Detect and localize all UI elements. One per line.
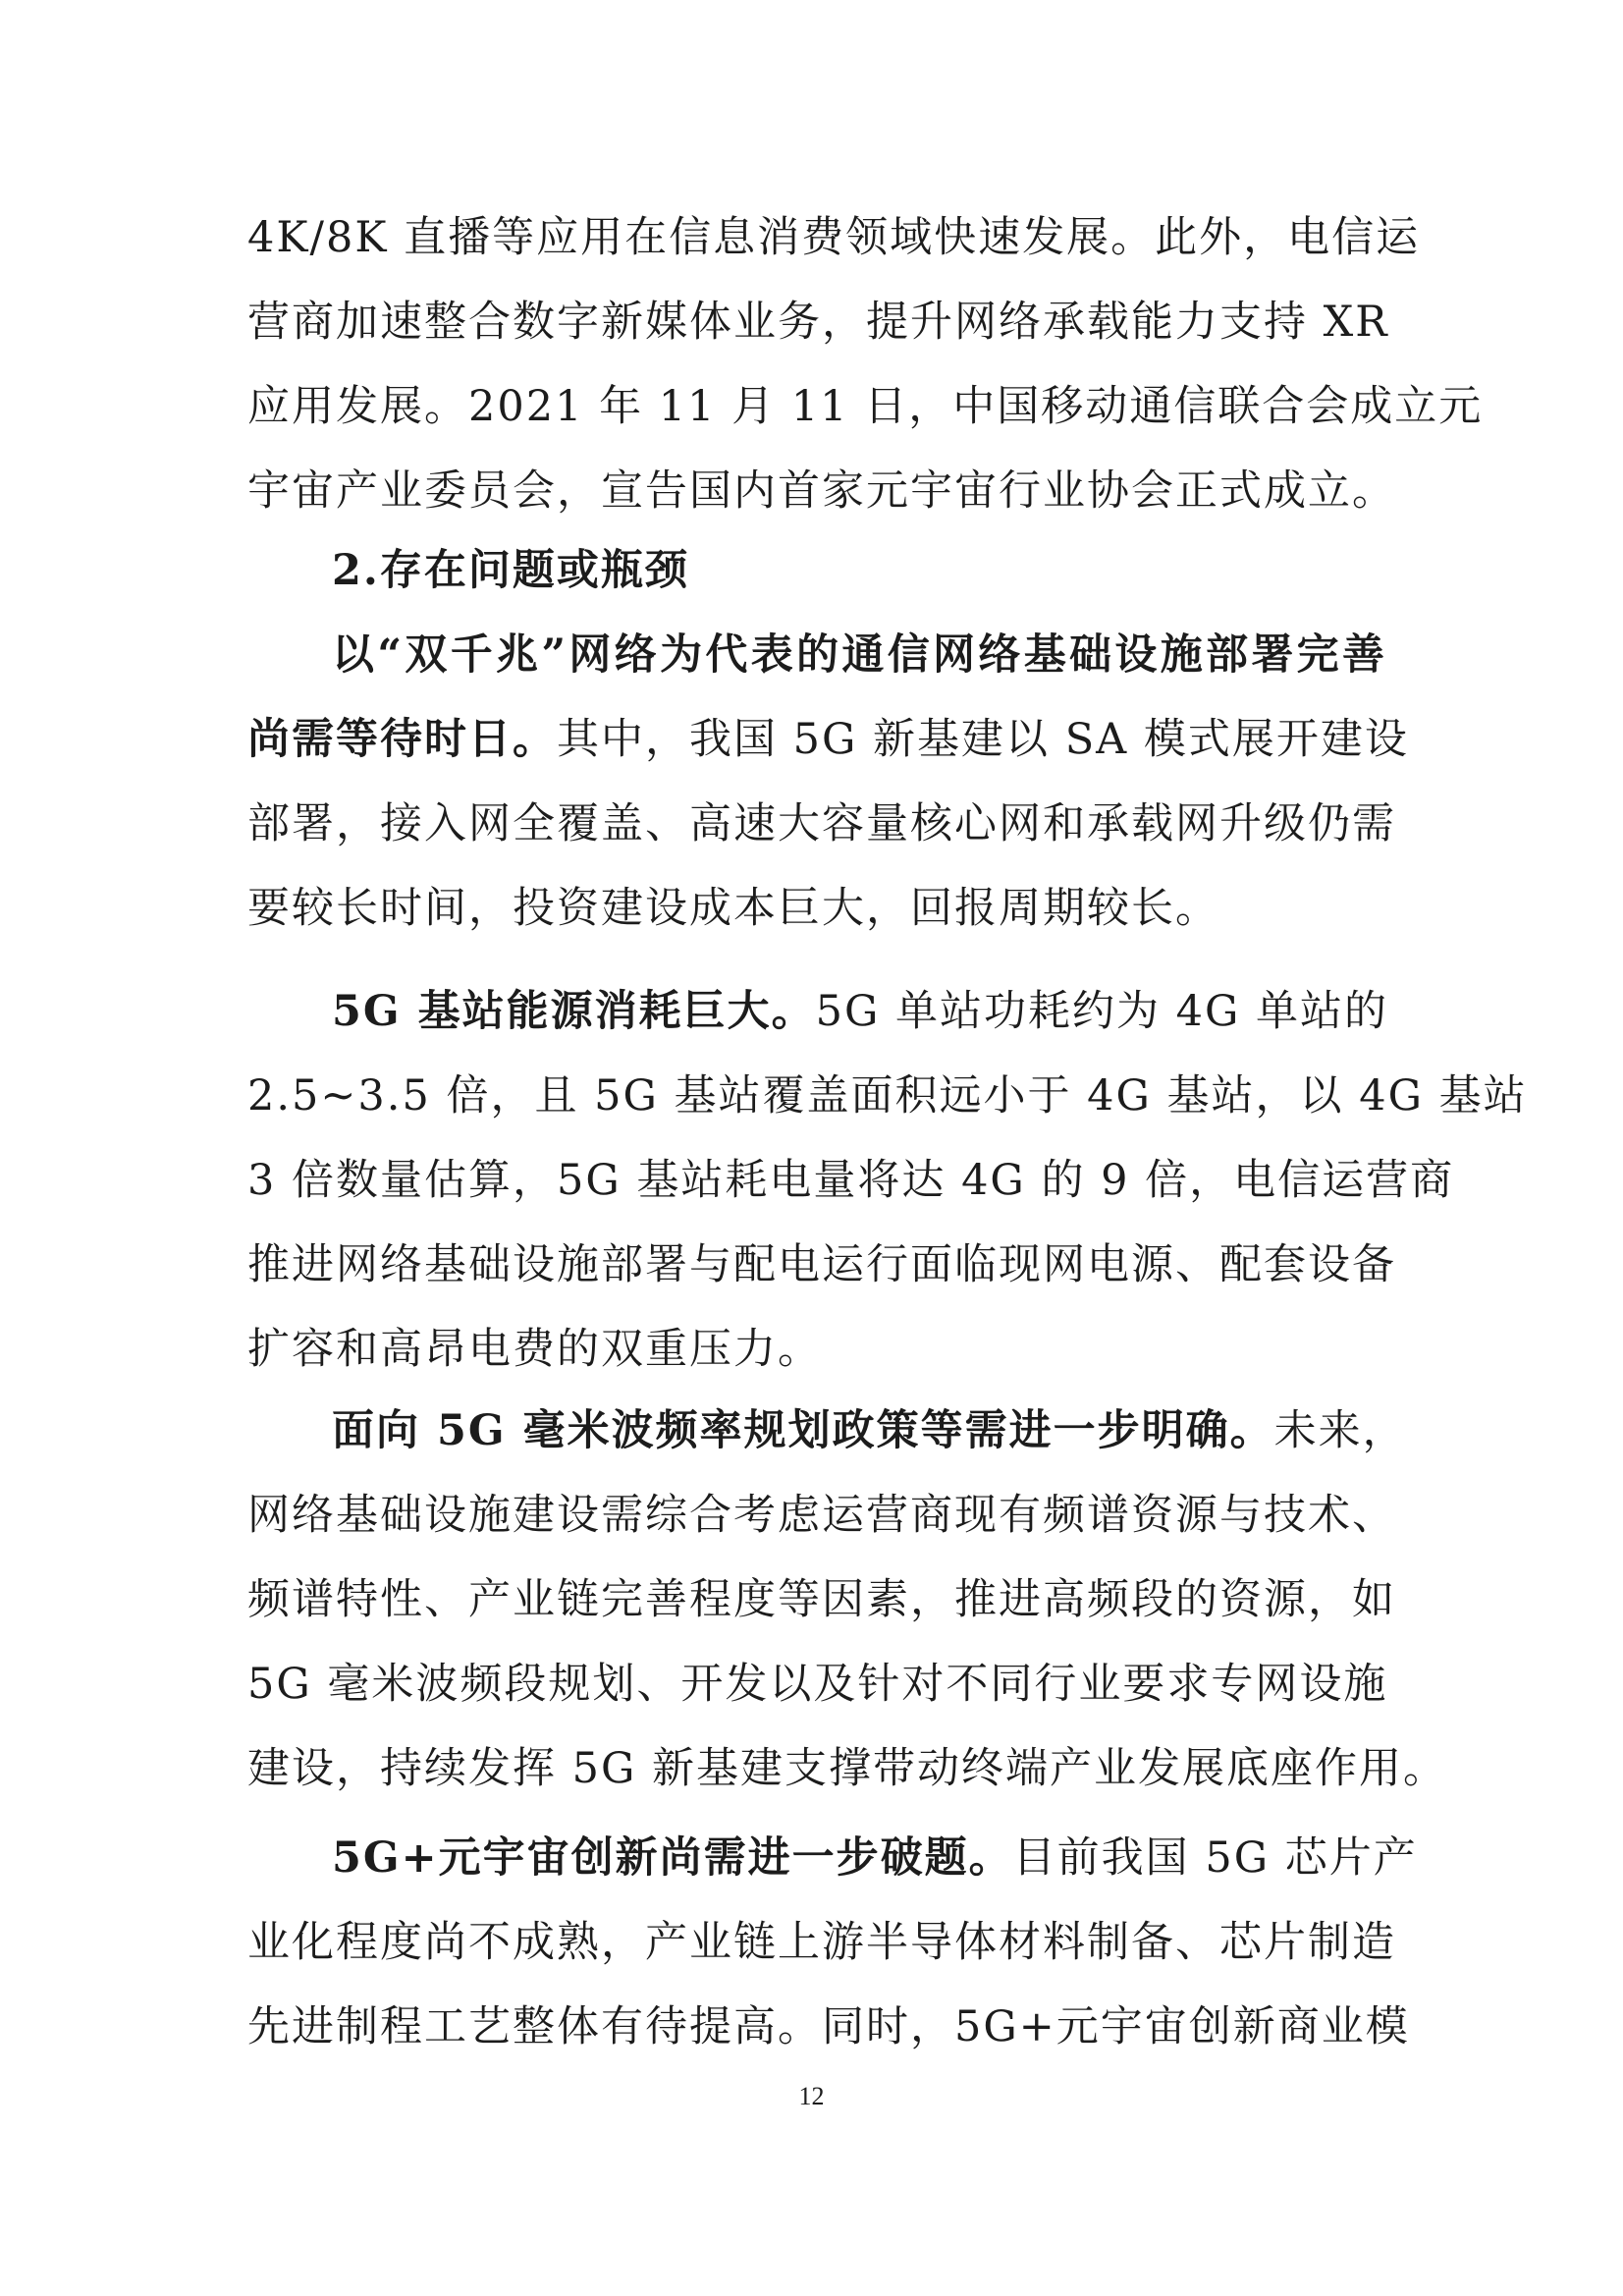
text-line: 推进网络基础设施部署与配电运行面临现网电源、配套设备 — [247, 1240, 1396, 1289]
text-line: 部署，接入网全覆盖、高速大容量核心网和承载网升级仍需 — [247, 799, 1396, 848]
text-line: 频谱特性、产业链完善程度等因素，推进高频段的资源，如 — [247, 1575, 1396, 1624]
text-line: 2.5~3.5 倍，且 5G 基站覆盖面积远小于 4G 基站，以 4G 基站 — [247, 1071, 1528, 1121]
text-line: 以“双千兆”网络为代表的通信网络基础设施部署完善 — [332, 630, 1386, 680]
text-line: 面向 5G 毫米波频率规划政策等需进一步明确。未来， — [332, 1406, 1407, 1455]
text-line: 扩容和高昂电费的双重压力。 — [247, 1325, 822, 1374]
text-line: 业化程度尚不成熟，产业链上游半导体材料制备、芯片制造 — [247, 1918, 1396, 1967]
section-heading: 2.存在问题或瓶颈 — [332, 546, 689, 595]
text-line: 要较长时间，投资建设成本巨大，回报周期较长。 — [247, 884, 1219, 933]
text-line: 宇宙产业委员会，宣告国内首家元宇宙行业协会正式成立。 — [247, 466, 1396, 516]
text-line: 先进制程工艺整体有待提高。同时，5G+元宇宙创新商业模 — [247, 2002, 1410, 2051]
text-line: 营商加速整合数字新媒体业务，提升网络承载能力支持 XR — [247, 298, 1389, 347]
text-line: 网络基础设施建设需综合考虑运营商现有频谱资源与技术、 — [247, 1491, 1396, 1540]
text-line: 3 倍数量估算，5G 基站耗电量将达 4G 的 9 倍，电信运营商 — [247, 1156, 1455, 1205]
text-line: 5G 毫米波频段规划、开发以及针对不同行业要求专网设施 — [247, 1660, 1388, 1709]
text-line: 尚需等待时日。其中，我国 5G 新基建以 SA 模式展开建设 — [247, 715, 1409, 764]
text-line: 4K/8K 直播等应用在信息消费领域快速发展。此外，电信运 — [247, 213, 1421, 262]
page-number: 12 — [798, 2082, 825, 2110]
text-line: 5G 基站能源消耗巨大。5G 单站功耗约为 4G 单站的 — [332, 987, 1389, 1036]
text-line: 建设，持续发挥 5G 新基建支撑带动终端产业发展底座作用。 — [247, 1744, 1448, 1793]
text-line: 5G+元宇宙创新尚需进一步破题。目前我国 5G 芯片产 — [332, 1833, 1418, 1883]
text-line: 应用发展。2021 年 11 月 11 日，中国移动通信联合会成立元 — [247, 382, 1484, 431]
